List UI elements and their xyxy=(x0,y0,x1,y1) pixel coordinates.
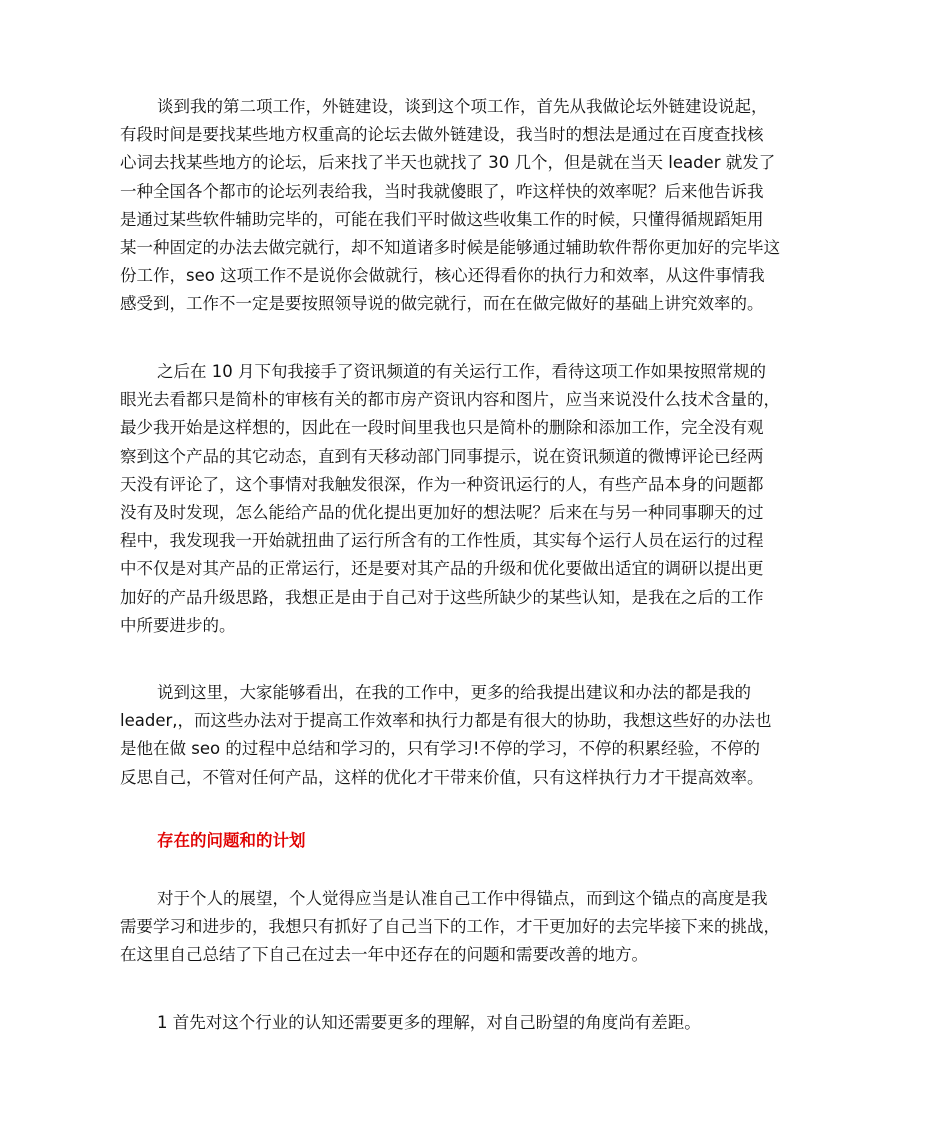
paragraph-line: 谈到我的第二项工作，外链建设，谈到这个项工作，首先从我做论坛外链建设说起， xyxy=(157,97,768,116)
paragraph-line: 在这里自己总结了下自己在过去一年中还存在的问题和需要改善的地方。 xyxy=(120,945,648,965)
paragraph-line: 对于个人的展望，个人觉得应当是认准自己工作中得锚点，而到这个锚点的高度是我 xyxy=(157,889,768,908)
paragraph-line: 有段时间是要找某些地方权重高的论坛去做外链建设，我当时的想法是通过在百度查找核 xyxy=(120,125,764,145)
paragraph-external-links xyxy=(120,93,838,319)
paragraph-line: 需要学习和进步的，我想只有抓好了自己当下的工作，才干更加好的去完毕接下来的挑战， xyxy=(120,917,780,937)
paragraph-line: 某一种固定的办法去做完就行，却不知道诸多时候是能够通过辅助软件帮你更加好的完毕这 xyxy=(120,238,780,258)
paragraph-line: 感受到，工作不一定是要按照领导说的做完就行，而在在做完做好的基础上讲究效率的。 xyxy=(120,294,764,314)
paragraph-line: 最少我开始是这样想的，因此在一段时间里我也只是简朴的删除和添加工作，完全没有观 xyxy=(120,418,764,438)
paragraph-line: 中所要进步的。 xyxy=(120,615,236,635)
paragraph-line: 没有及时发现，怎么能给产品的优化提出更加好的想法呢？后来在与另一种同事聊天的过 xyxy=(120,503,764,523)
paragraph-line: 份工作，seo 这项工作不是说你会做就行，核心还得看你的执行力和效率，从这件事情我 xyxy=(120,266,765,286)
paragraph-line: 天没有评论了，这个事情对我触发很深，作为一种资讯运行的人，有些产品本身的问题都 xyxy=(120,474,764,494)
paragraph-line: 是通过某些软件辅助完毕的，可能在我们平时做这些收集工作的时候，只懂得循规蹈矩用 xyxy=(120,209,764,229)
paragraph-line: 程中，我发现我一开始就扭曲了运行所含有的工作性质，其实每个运行人员在运行的过程 xyxy=(120,531,764,551)
paragraph-line: 是他在做 seo 的过程中总结和学习的，只有学习!不停的学习，不停的积累经验，不停的 xyxy=(120,739,760,759)
paragraph-outlook xyxy=(120,885,838,970)
paragraph-line: 之后在 10 月下旬我接手了资讯频道的有关运行工作，看待这项工作如果按照常规的 xyxy=(157,362,766,381)
paragraph-line: 反思自己，不管对任何产品，这样的优化才干带来价值，只有这样执行力才干提高效率。 xyxy=(120,767,764,787)
paragraph-line: 加好的产品升级思路，我想正是由于自己对于这些所缺少的某些认知，是我在之后的工作 xyxy=(120,587,764,607)
paragraph-line: 中不仅是对其产品的正常运行，还是要对其产品的升级和优化要做出适宜的调研以提出更 xyxy=(120,559,764,579)
paragraph-line: 眼光去看都只是简朴的审核有关的都市房产资讯内容和图片，应当来说没什么技术含量的， xyxy=(120,390,780,410)
paragraph-line: 察到这个产品的其它动态，直到有天移动部门同事提示，说在资讯频道的微博评论已经两 xyxy=(120,446,764,466)
paragraph-line: 说到这里，大家能够看出，在我的工作中，更多的给我提出建议和办法的都是我的 xyxy=(157,683,751,702)
section-heading: 存在的问题和的计划 xyxy=(157,831,306,850)
paragraph-line: 心词去找某些地方的论坛，后来找了半天也就找了 30 几个，但是就在当天 leader 就发了 xyxy=(120,153,776,173)
paragraph-line: leader,，而这些办法对于提高工作效率和执行力都是有很大的协助，我想这些好的办法也 xyxy=(120,711,772,731)
paragraph-line: 一种全国各个都市的论坛列表给我，当时我就傻眼了，咋这样快的效率呢？后来他告诉我 xyxy=(120,181,764,201)
paragraph-list-item-1 xyxy=(120,1009,838,1037)
paragraph-line: 1 首先对这个行业的认知还需要更多的理解，对自己盼望的角度尚有差距。 xyxy=(157,1013,701,1032)
paragraph-news-channel xyxy=(120,358,838,640)
paragraph-leader-advice xyxy=(120,679,838,792)
